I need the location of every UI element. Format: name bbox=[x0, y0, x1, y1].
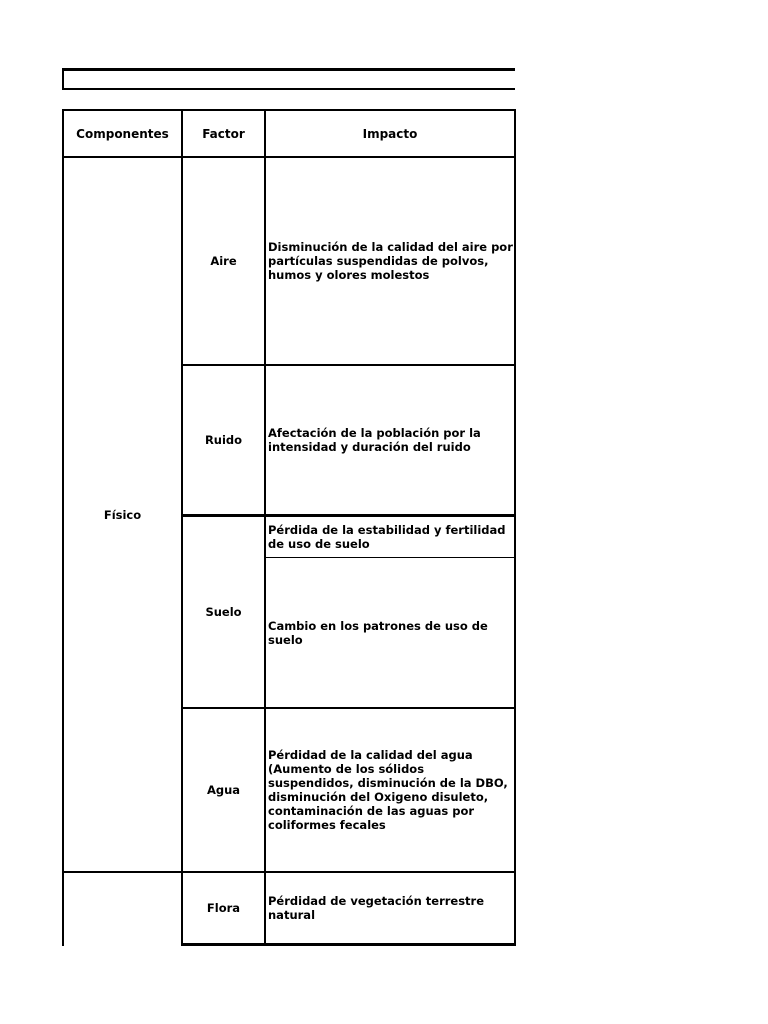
header-componentes: Componentes bbox=[76, 126, 169, 141]
factor-ruido: Ruido bbox=[204, 433, 243, 447]
impacto-ruido: Afectación de la población por la intensidad y duración del ruido bbox=[268, 426, 481, 454]
impacto-aire: Disminución de la calidad del aire por partículas suspendidas de polvos, humos y olores molestos bbox=[268, 240, 513, 282]
factor-agua: Agua bbox=[206, 783, 241, 797]
impacto-flora: Pérdidad de vegetación terrestre natural bbox=[268, 894, 485, 922]
impacto-suelo-patrones: Cambio en los patrones de uso de suelo bbox=[268, 618, 488, 647]
header-impacto: Impacto bbox=[362, 126, 418, 141]
factor-aire: Aire bbox=[210, 254, 237, 268]
impacto-agua: Pérdidad de la calidad del agua (Aumento de los sólidos suspendidos, disminución de la DBO, disminución del Oxigeno disuleto, contaminación de las aguas por coliformes fecales bbox=[268, 748, 508, 832]
row-divider-flora bbox=[181, 943, 515, 946]
impacto-suelo-estabilidad: Pérdida de la estabilidad y fertilidad de uso de suelo bbox=[268, 523, 506, 551]
factor-suelo: Suelo bbox=[205, 605, 242, 619]
factor-flora: Flora bbox=[206, 901, 241, 915]
header-factor: Factor bbox=[202, 126, 245, 141]
table-right-border bbox=[514, 109, 516, 946]
componente-fisico: Físico bbox=[103, 507, 142, 522]
